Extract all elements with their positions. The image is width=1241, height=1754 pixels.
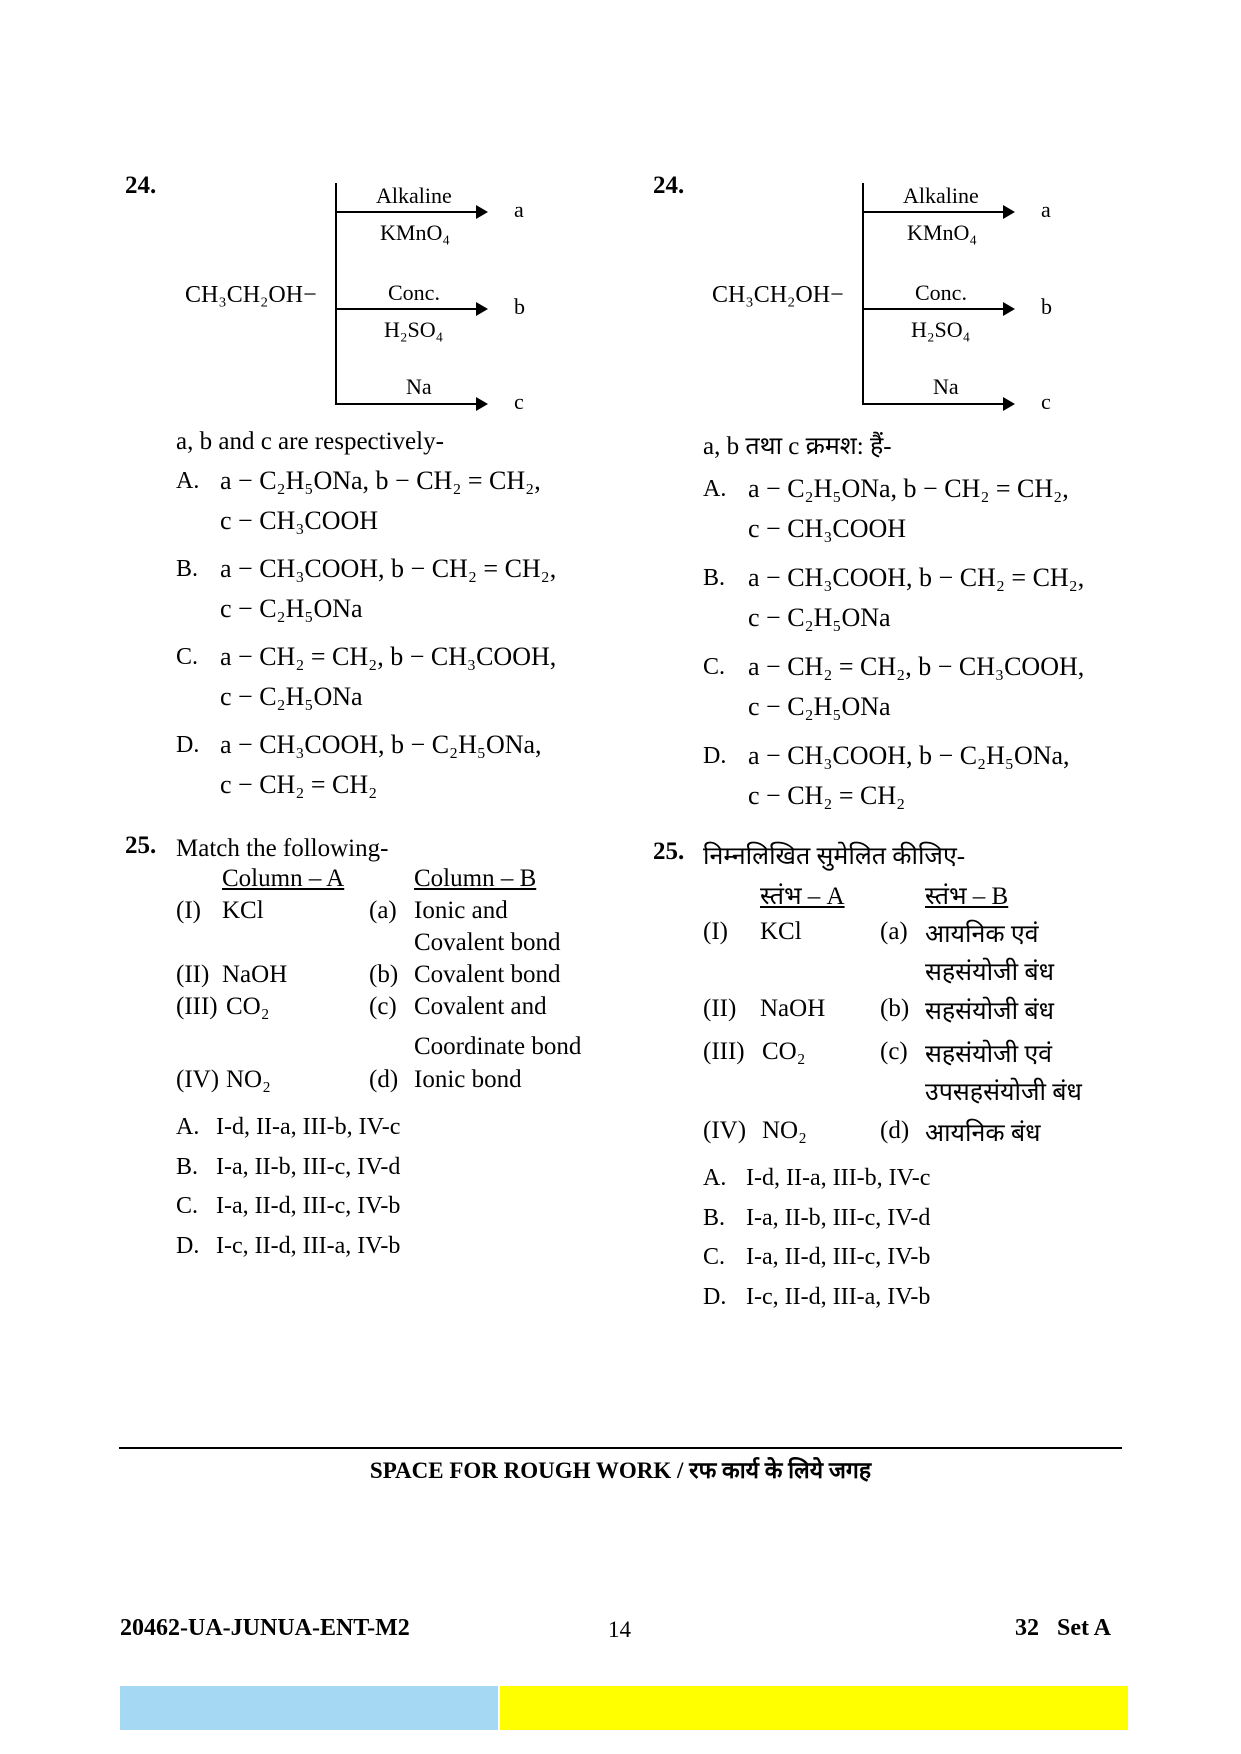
option-label: A. [176,468,200,494]
column-a-item: NO₂ [762,1117,807,1144]
option-text: a − CH₃COOH, b − C₂H₅ONa, [748,741,1070,770]
paper-code: 20462-UA-JUNUA-ENT-M2 [120,1615,410,1641]
rough-work-divider [119,1447,1122,1449]
question-number: 25. [125,832,157,859]
option-text: a − C₂H₅ONa, b − CH₂ = CH₂, [220,466,541,495]
column-b-item: सहसंयोजी एवं [925,1041,1053,1068]
column-b-item: उपसहसंयोजी बंध [925,1079,1082,1106]
reagent-bottom-2: H₂SO₄ [384,317,444,342]
question-number: 25. [653,838,685,865]
row-number: (IV) [176,1066,220,1093]
column-b-item: आयनिक बंध [925,1120,1041,1147]
product-c: c [514,389,524,414]
column-b-header: स्तंभ – B [925,883,1009,910]
product-b: b [1041,294,1052,319]
option-text: I-a, II-b, III-c, IV-d [746,1205,931,1231]
option-label: D. [703,1284,727,1310]
option-label: C. [176,1193,199,1219]
option-label: B. [703,1205,726,1231]
column-b-item: Ionic and [414,897,508,924]
option-label: B. [176,1154,199,1180]
option-text: c − C₂H₅ONa [748,603,891,632]
product-b: b [514,294,525,319]
option-label: C. [703,1244,726,1270]
question-stem: निम्नलिखित सुमेलित कीजिए- [703,843,966,870]
row-number: (II) [703,995,737,1022]
option-text: a − CH₂ = CH₂, b − CH₃COOH, [748,652,1085,681]
row-letter: (b) [880,995,910,1022]
column-a-item: NaOH [760,995,826,1022]
option-text: I-c, II-d, III-a, IV-b [216,1233,401,1259]
option-text: c − C₂H₅ONa [220,594,363,623]
product-a: a [1041,197,1051,222]
option-text: c − CH₂ = CH₂ [748,781,906,810]
reagent-top-2: Conc. [915,280,967,305]
column-b-item: Covalent bond [414,961,561,988]
product-a: a [514,197,524,222]
column-b-item: Coordinate bond [414,1033,582,1060]
question-number: 24. [125,172,157,199]
option-text: I-a, II-d, III-c, IV-b [746,1244,931,1270]
row-number: (III) [703,1038,745,1065]
row-letter: (c) [369,993,397,1020]
option-label: A. [176,1114,200,1140]
branch-line [862,183,864,405]
column-b-item: Covalent and [414,993,547,1020]
row-letter: (b) [369,961,399,988]
reactant-label: CH₃CH₂OH− [185,282,317,308]
option-label: C. [176,644,199,670]
row-number: (I) [176,897,201,924]
reaction-arrow-2 [863,308,1013,310]
option-text: a − CH₃COOH, b − CH₂ = CH₂, [220,554,557,583]
footer-bar-right [500,1686,1128,1730]
option-text: c − C₂H₅ONa [220,682,363,711]
column-a-item: KCl [222,897,264,924]
branch-line [335,183,337,405]
option-text: I-d, II-a, III-b, IV-c [216,1114,401,1140]
option-label: D. [703,743,727,769]
row-number: (II) [176,961,210,988]
column-a-header: स्तंभ – A [760,883,845,910]
option-text: a − C₂H₅ONa, b − CH₂ = CH₂, [748,474,1069,503]
reagent-bottom-2: H₂SO₄ [911,317,971,342]
question-number: 24. [653,172,685,199]
column-b-item: Covalent bond [414,929,561,956]
column-b-item: सहसंयोजी बंध [925,959,1054,986]
option-label: A. [703,476,727,502]
question-stem: a, b तथा c क्रमश: हैं- [703,433,892,460]
option-label: B. [176,556,199,582]
column-b-item: आयनिक एवं [925,921,1039,948]
option-text: I-c, II-d, III-a, IV-b [746,1284,931,1310]
reagent-bottom-1: KMnO₄ [380,220,451,245]
option-text: a − CH₃COOH, b − C₂H₅ONa, [220,730,542,759]
option-text: I-a, II-d, III-c, IV-b [216,1193,401,1219]
rough-work-label: SPACE FOR ROUGH WORK / रफ कार्य के लिये जगह [369,1458,872,1483]
option-text: c − CH₃COOH [748,514,907,543]
option-label: C. [703,654,726,680]
option-text: a − CH₂ = CH₂, b − CH₃COOH, [220,642,557,671]
reagent-top-1: Alkaline [903,183,979,208]
reaction-arrow-1 [863,211,1013,213]
product-c: c [1041,389,1051,414]
page-number: 14 [608,1617,631,1642]
option-label: D. [176,732,200,758]
reaction-arrow-1 [336,211,486,213]
reagent-top-3: Na [933,374,959,399]
column-a-item: NO₂ [226,1066,271,1093]
row-number: (IV) [703,1117,747,1144]
column-a-item: NaOH [222,961,288,988]
row-number: (III) [176,993,218,1020]
option-label: D. [176,1233,200,1259]
reagent-bottom-1: KMnO₄ [907,220,978,245]
row-number: (I) [703,918,728,945]
row-letter: (a) [880,918,908,945]
question-stem: a, b and c are respectively- [176,428,444,455]
option-text: c − C₂H₅ONa [748,692,891,721]
set-label: 32 Set A [1015,1615,1111,1641]
row-letter: (d) [880,1117,910,1144]
column-b-item: Ionic bond [414,1066,522,1093]
option-text: I-d, II-a, III-b, IV-c [746,1165,931,1191]
row-letter: (c) [880,1038,908,1065]
reaction-arrow-3 [863,403,1013,405]
reagent-top-3: Na [406,374,432,399]
reaction-arrow-3 [336,403,486,405]
column-a-item: CO₂ [226,993,270,1020]
option-label: A. [703,1165,727,1191]
option-text: c − CH₃COOH [220,506,379,535]
option-text: c − CH₂ = CH₂ [220,770,378,799]
column-a-item: KCl [760,918,802,945]
reaction-arrow-2 [336,308,486,310]
column-a-header: Column – A [222,865,345,892]
column-a-item: CO₂ [762,1038,806,1065]
option-label: B. [703,565,726,591]
reagent-top-2: Conc. [388,280,440,305]
option-text: I-a, II-b, III-c, IV-d [216,1154,401,1180]
column-b-item: सहसंयोजी बंध [925,998,1054,1025]
column-b-header: Column – B [414,865,537,892]
footer-bar-left [120,1686,498,1730]
reactant-label: CH₃CH₂OH− [712,282,844,308]
row-letter: (d) [369,1066,399,1093]
question-stem: Match the following- [176,835,389,862]
option-text: a − CH₃COOH, b − CH₂ = CH₂, [748,563,1085,592]
row-letter: (a) [369,897,397,924]
reagent-top-1: Alkaline [376,183,452,208]
